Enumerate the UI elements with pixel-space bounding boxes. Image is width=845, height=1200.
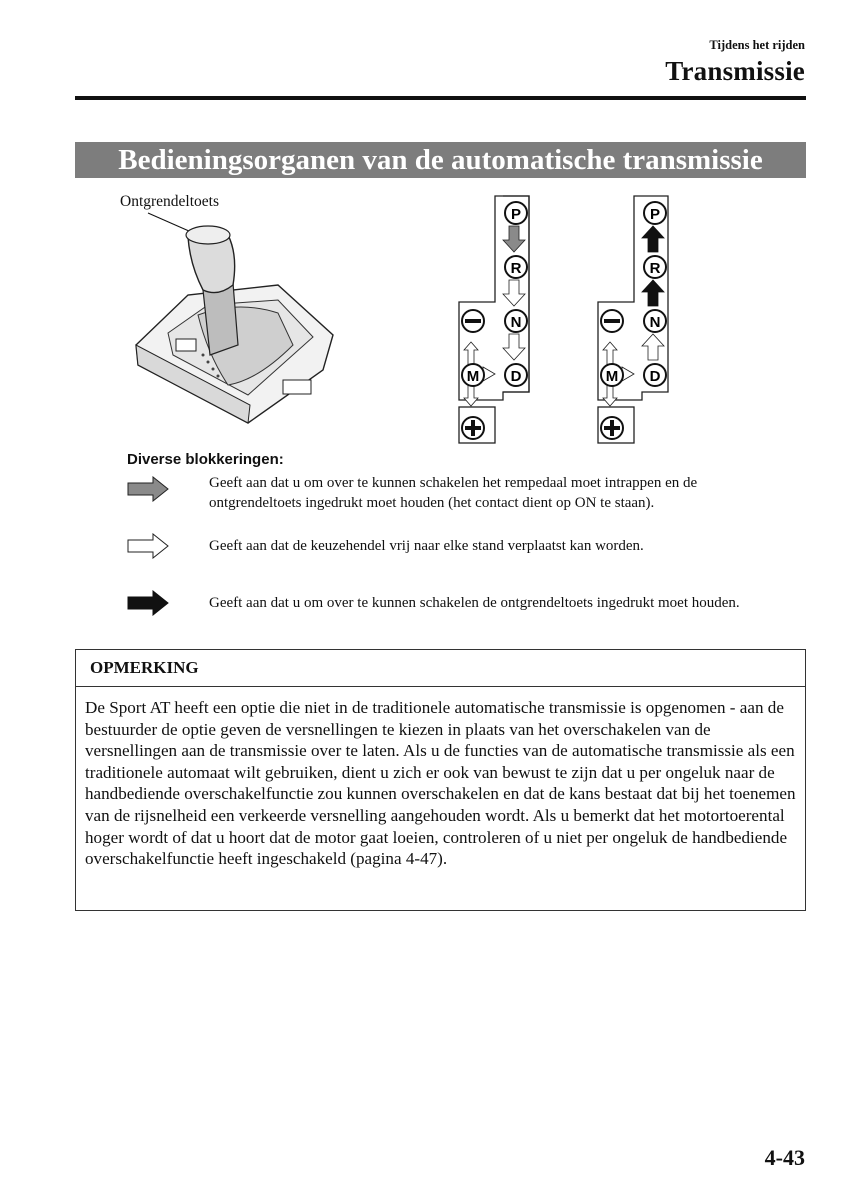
gray-arrow-icon [127, 476, 169, 502]
gate-letter-m: M [466, 368, 480, 385]
gate-letter-n: N [510, 314, 522, 331]
shift-gate-diagram-right [594, 192, 674, 447]
white-arrow-icon [127, 533, 169, 559]
legend-item-white: Geeft aan dat de keuzehendel vrij naar elke stand verplaatst kan worden. [209, 538, 644, 554]
section-banner: Bedieningsorganen van de automatische transmissie [75, 142, 806, 178]
gate-letter-p: P [510, 206, 522, 223]
legend-item-gray: Geeft aan dat u om over te kunnen schakelen het rempedaal moet intrappen en de ontgrendeltoets ingedrukt moet houden (het contact dient op ON te staan). [209, 475, 698, 511]
release-button-label: Ontgrendeltoets [120, 193, 220, 210]
shift-gate-diagram-left [455, 192, 535, 447]
minus-icon [604, 319, 620, 323]
black-arrow-icon [127, 590, 169, 616]
legend-title: Diverse blokkeringen: [127, 451, 284, 468]
gate-letter-r: R [649, 260, 661, 277]
gate-letter-d: D [649, 368, 661, 385]
gate-letter-n: N [649, 314, 661, 331]
note-heading: OPMERKING [90, 658, 199, 677]
shift-lever-illustration [128, 205, 343, 430]
note-box [75, 649, 806, 911]
gate-letter-d: D [510, 368, 522, 385]
gate-letter-r: R [510, 260, 522, 277]
gate-letter-p: P [649, 206, 661, 223]
gate-letter-m: M [605, 368, 619, 385]
header-divider [75, 96, 806, 100]
minus-icon [465, 319, 481, 323]
section-label: Tijdens het rijden [709, 38, 805, 52]
page-number: 4-43 [764, 1145, 805, 1170]
note-header [76, 650, 805, 687]
page-title: Transmissie [665, 56, 805, 86]
note-body: De Sport AT heeft een optie die niet in de traditionele automatische transmissie is opgenomen - aan de bestuurder de optie geven de versnellingen te kiezen in plaats van het overschakelen van de versnellingen aan de transmissie over te laten. Als u de functies van de automatische transmissie als een traditionele automaat wilt gebruiken, dient u zich er ook van bewust te zijn dat u per ongeluk naar de handbediende overschakelfunctie zou kunnen overschakelen en dat de kans bestaat dat bij het toenemen van de rijsnelheid een verkeerde versnelling aangehouden wordt. Als u bemerkt dat het motortoerental hoger wordt of dat u hoort dat de motor gaat loeien, controleren of u niet per ongeluk de handbediende overschakelfunctie heeft ingeschakeld (pagina 4-47). [85, 698, 796, 869]
legend-item-black: Geeft aan dat u om over te kunnen schakelen de ontgrendeltoets ingedrukt moet houden. [209, 595, 740, 611]
